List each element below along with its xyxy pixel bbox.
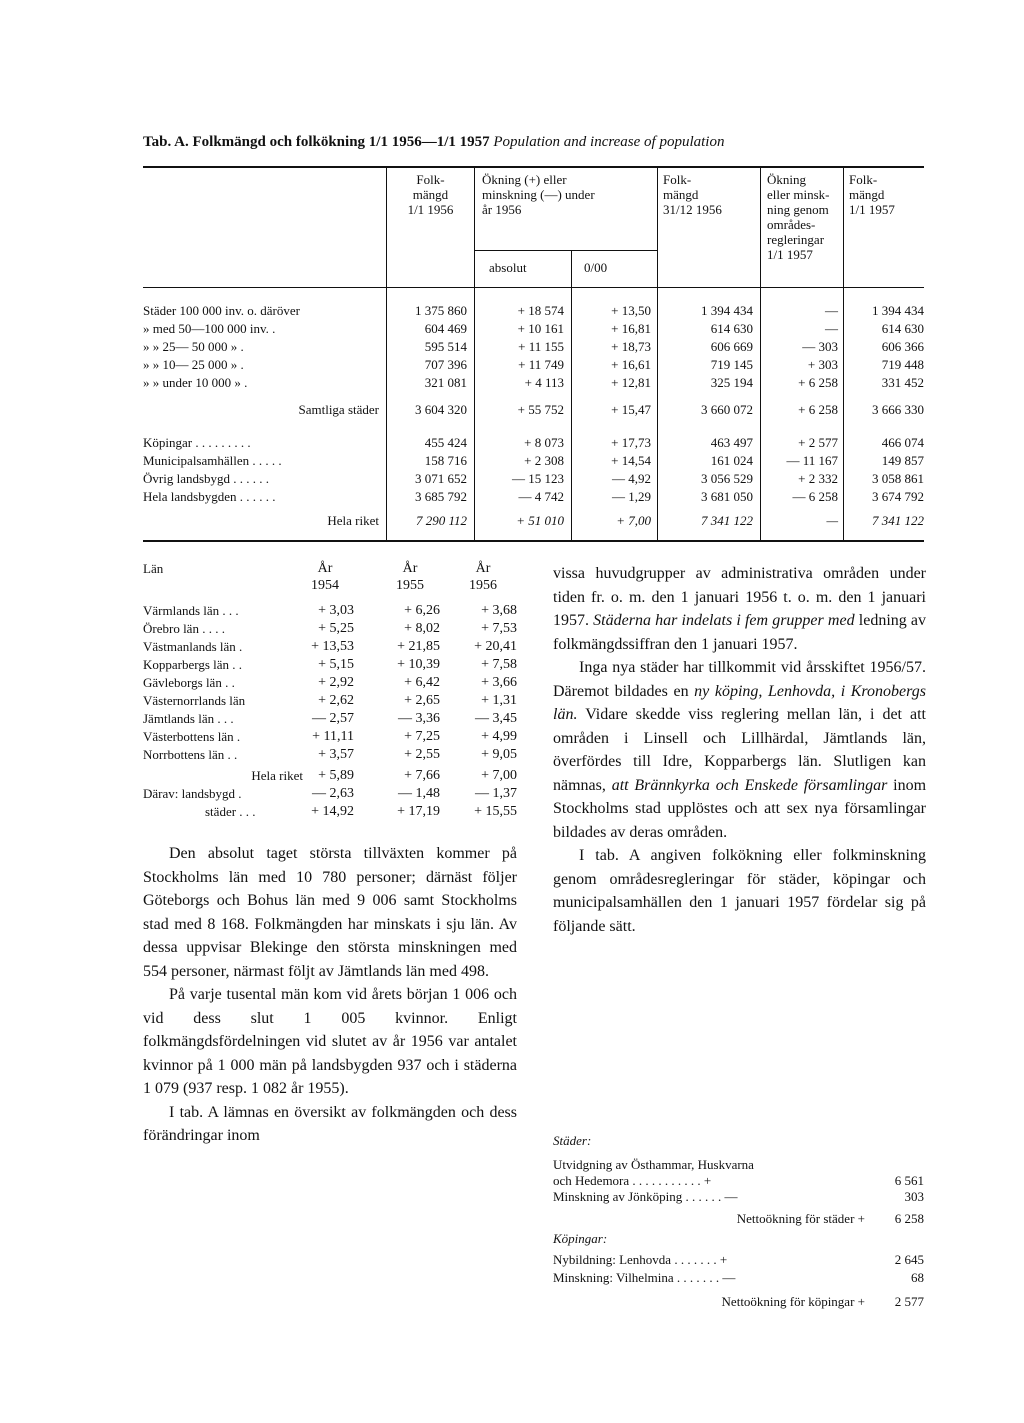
table-cell: + 16,81 [611,321,651,336]
lan-row-label: Kopparbergs län . . [143,657,243,672]
table-cell: 3 666 330 [872,402,924,417]
table-cell: — [825,321,838,336]
lan-cell: + 7,58 [481,657,517,672]
table-row-label: » » 10— 25 000 » . [143,357,244,372]
lan-row-label: Västmanlands län . [143,639,243,654]
table-cell: 614 630 [881,321,924,336]
table-cell: 321 081 [424,375,467,390]
lan-cell: — 2,57 [312,711,354,726]
left-column-text [143,842,517,1148]
lan-cell: + 3,68 [481,603,517,618]
lan-cell: + 14,92 [311,804,354,819]
table-row-label: » » 25— 50 000 » . [143,339,244,354]
table-cell: + 16,61 [611,357,651,372]
table-row-label: Municipalsamhällen . . . . . [143,453,282,468]
lan-cell: + 1,31 [481,693,517,708]
table-cell: + 55 752 [517,402,564,417]
table-row-label: Övrig landsbygd . . . . . . [143,471,270,486]
table-cell: + 15,47 [611,402,651,417]
table-cell: + 6 258 [798,375,838,390]
list-item: Nybildning: Lenhovda . . . . . . . + [553,1252,728,1267]
table-cell: 455 424 [424,435,467,450]
lan-cell: — 3,45 [475,711,517,726]
paragraph: På varje tusental män kom vid årets början 1 006 och vid dess slut 1 005 kvinnor. Enligt folkmängdsfördelningen vid slutet av år 1956 var antalet kvinnor på 1 000 män på landsbygden 937 och i städerna 1 079 (937 resp. 1 082 år 1955). [143,986,517,1097]
lan-row-label: Jämtlands län . . . [143,711,234,726]
table-bottom-rule [143,540,924,542]
header-bottom-rule [143,287,924,288]
lan-cell: + 7,25 [404,729,440,744]
table-cell: + 18,73 [611,339,651,354]
lan-cell: + 7,66 [404,768,440,783]
table-cell: 707 396 [424,357,467,372]
list-item-value: 303 [904,1189,924,1204]
table-cell: 3 604 320 [415,402,467,417]
lan-cell: + 2,55 [404,747,440,762]
table-cell: + 10 161 [517,321,564,336]
table-cell: 1 394 434 [872,303,924,318]
table-cell: + 8 073 [524,435,564,450]
lan-cell: + 3,57 [318,747,354,762]
table-cell: 1 394 434 [701,303,753,318]
lan-cell: + 11,11 [312,729,354,744]
lan-cell: + 6,42 [404,675,440,690]
list-item-value: 68 [911,1270,924,1285]
lan-row-label: städer . . . [205,804,256,819]
table-cell: 3 058 861 [872,471,924,486]
table-cell: 719 145 [710,357,753,372]
table-cell: + 2 577 [798,435,838,450]
table-title-english: Population and increase of population [493,134,725,150]
table-cell: — 6 258 [792,489,838,504]
lan-row-label: Hela riket [251,768,303,783]
lan-cell: + 13,53 [311,639,354,654]
lan-row-label: Värmlands län . . . [143,603,239,618]
lan-row-label: Norrbottens län . . [143,747,238,762]
table-cell: 595 514 [424,339,467,354]
table-cell: 614 630 [710,321,753,336]
table-cell: + 2 332 [798,471,838,486]
table-cell: + 7,00 [616,513,651,528]
list-item: Minskning av Jönköping . . . . . . — [553,1189,738,1204]
list-item-value: 6 561 [894,1173,924,1188]
paragraph: vissa huvudgrupper av administrativa områden under tiden fr. o. m. den 1 januari 1956 t. o. m. den 1 januari 1957. Städerna har indelats i fem grupper med ledning av folkmängdssiffran den 1 januari 1957. [553,565,927,653]
list-item: och Hedemora . . . . . . . . . . . + [553,1173,712,1188]
table-cell: + 2 308 [524,453,564,468]
table-cell: 3 071 652 [415,471,467,486]
table-cell: + 18 574 [517,303,564,318]
header-omradesregleringar: Ökning eller minsk- ning genom områdes- regleringar 1/1 1957 [767,172,830,262]
lan-row-label: Örebro län . . . . [143,621,225,636]
lan-cell: + 3,66 [481,675,517,690]
table-cell: 719 448 [881,357,924,372]
lan-row-label: Västerbottens län . [143,729,241,744]
table-cell: — 4 742 [518,489,564,504]
list-item-total: Nettoökning för städer + [736,1211,865,1226]
lan-cell: + 3,03 [318,603,354,618]
table-top-rule [143,166,924,168]
lan-cell: + 2,62 [318,693,354,708]
right-column-text [553,562,926,938]
header-absolut: absolut [489,260,527,275]
table-cell: 331 452 [881,375,924,390]
lan-cell: + 2,65 [404,693,440,708]
table-cell: 606 669 [710,339,753,354]
table-row-label: Köpingar . . . . . . . . . [143,435,251,450]
table-cell: 3 681 050 [701,489,753,504]
lan-cell: — 3,36 [398,711,440,726]
lan-cell: — 1,37 [475,786,517,801]
table-number: Tab. A. [143,134,189,150]
table-cell: 7 341 122 [701,513,753,528]
header-folkmangd-3112: Folk- mängd 31/12 1956 [663,172,722,217]
table-cell: — 11 167 [786,453,838,468]
table-cell: 606 366 [881,339,924,354]
table-cell: + 303 [807,357,838,372]
table-row-label: Städer 100 000 inv. o. däröver [143,303,300,318]
list-item-value: 2 645 [894,1252,924,1267]
table-cell: 161 024 [710,453,753,468]
table-cell: — [826,513,838,528]
table-cell: 3 685 792 [415,489,467,504]
lan-cell: + 6,26 [404,603,440,618]
table-row-label: » med 50—100 000 inv. . [143,321,276,336]
subheader-rule [474,250,657,251]
lan-cell: + 10,39 [397,657,440,672]
year-header-1954: År 1954 [311,561,339,593]
header-folkmangd-1957: Folk- mängd 1/1 1957 [849,172,895,217]
lan-cell: + 2,92 [318,675,354,690]
table-title [143,134,724,151]
table-cell: — 1,29 [612,489,651,504]
list-item-total: Nettoökning för köpingar + [721,1294,865,1309]
table-cell: + 13,50 [611,303,651,318]
table-cell: + 51 010 [516,513,564,528]
table-cell: 466 074 [881,435,924,450]
table-cell: 7 290 112 [415,513,467,528]
lan-cell: + 17,19 [397,804,440,819]
list-item-value: 6 258 [894,1211,924,1226]
paragraph: Den absolut taget största tillväxten kommer på Stockholms län med 10 780 personer; därnäst följer Göteborgs och Bohus län med 9 006 samt Stockholms stad med 8 168. Folkmängden har minskats i sju län. Av dessa uppvisar Blekinge den största minskningen med 554 personer, närmast följt av Jämtlands län med 498. [143,845,517,980]
lan-cell: + 5,25 [318,621,354,636]
stader-heading: Städer: [553,1133,592,1148]
lan-cell: + 20,41 [474,639,517,654]
lan-cell: + 15,55 [474,804,517,819]
table-row-label: Samtliga städer [298,402,379,417]
table-row-label: Hela landsbygden . . . . . . [143,489,276,504]
table-cell: 604 469 [424,321,467,336]
table-cell: 463 497 [710,435,753,450]
table-cell: 1 375 860 [415,303,467,318]
lan-cell: + 5,89 [318,768,354,783]
table-cell: — 4,92 [612,471,651,486]
table-cell: + 11 749 [518,357,564,372]
lan-header: Län [143,561,164,576]
table-cell: 149 857 [881,453,924,468]
paragraph: I tab. A lämnas en översikt av folkmängden och dess förändringar inom [143,1103,517,1144]
paragraph: Inga nya städer har tillkommit vid årsskiftet 1956/57. Däremot bildades en ny köping, Lenhovda, i Kronobergs län. Vidare skedde viss reglering mellan län, i det att områden i Linsell och Lillhärdal, Jämtlands län, överfördes till Idre, Kopparbergs län. Slutligen kan nämnas, att Brännkyrka och Enskede församlingar inom Stockholms stad upplöstes och att sex nya församlingar bildades av deras områden. [553,659,927,841]
list-item-value: 2 577 [894,1294,924,1309]
table-row-label: » » under 10 000 » . [143,375,248,390]
table-cell: 3 660 072 [701,402,753,417]
table-title-main: Folkmängd och folkökning 1/1 1956—1/1 1957 [192,134,490,150]
header-folkmangd-1956: Folk- mängd 1/1 1956 [407,172,454,217]
table-cell: 158 716 [424,453,467,468]
table-cell: + 6 258 [798,402,838,417]
table-cell: — 303 [802,339,838,354]
table-cell: + 11 155 [518,339,564,354]
list-item: Utvidgning av Östhammar, Huskvarna [553,1157,754,1172]
lan-row-label: Därav: landsbygd . [143,786,242,801]
table-row-label: Hela riket [327,513,379,528]
header-promille: 0/00 [584,260,608,275]
lan-row-label: Gävleborgs län . . [143,675,235,690]
table-cell: 3 056 529 [701,471,753,486]
lan-cell: + 7,00 [481,768,517,783]
table-cell: + 12,81 [611,375,651,390]
kopingar-heading: Köpingar: [553,1231,608,1246]
lan-cell: + 7,53 [481,621,517,636]
table-cell: — [825,303,838,318]
header-okning-minskning: Ökning (+) eller minskning (—) under år 1956 [482,172,595,217]
table-cell: + 14,54 [611,453,651,468]
lan-cell: + 5,15 [318,657,354,672]
lan-cell: — 1,48 [398,786,440,801]
lan-cell: + 8,02 [404,621,440,636]
table-cell: 3 674 792 [872,489,924,504]
lan-cell: — 2,63 [312,786,354,801]
table-cell: + 17,73 [611,435,651,450]
lan-cell: + 4,99 [481,729,517,744]
table-cell: + 4 113 [524,375,564,390]
table-cell: 7 341 122 [872,513,924,528]
list-item: Minskning: Vilhelmina . . . . . . . — [553,1270,736,1285]
year-header-1955: År 1955 [396,561,424,593]
table-cell: — 15 123 [512,471,564,486]
paragraph: I tab. A angiven folkökning eller folkminskning genom områdesregleringar för städer, köpingar och municipalsamhällen den 1 januari 1957 fördelar sig på följande sätt. [553,847,926,935]
lan-cell: + 9,05 [481,747,517,762]
table-cell: 325 194 [710,375,753,390]
lan-row-label: Västernorrlands län [143,693,246,708]
lan-cell: + 21,85 [397,639,440,654]
year-header-1956: År 1956 [469,561,497,593]
